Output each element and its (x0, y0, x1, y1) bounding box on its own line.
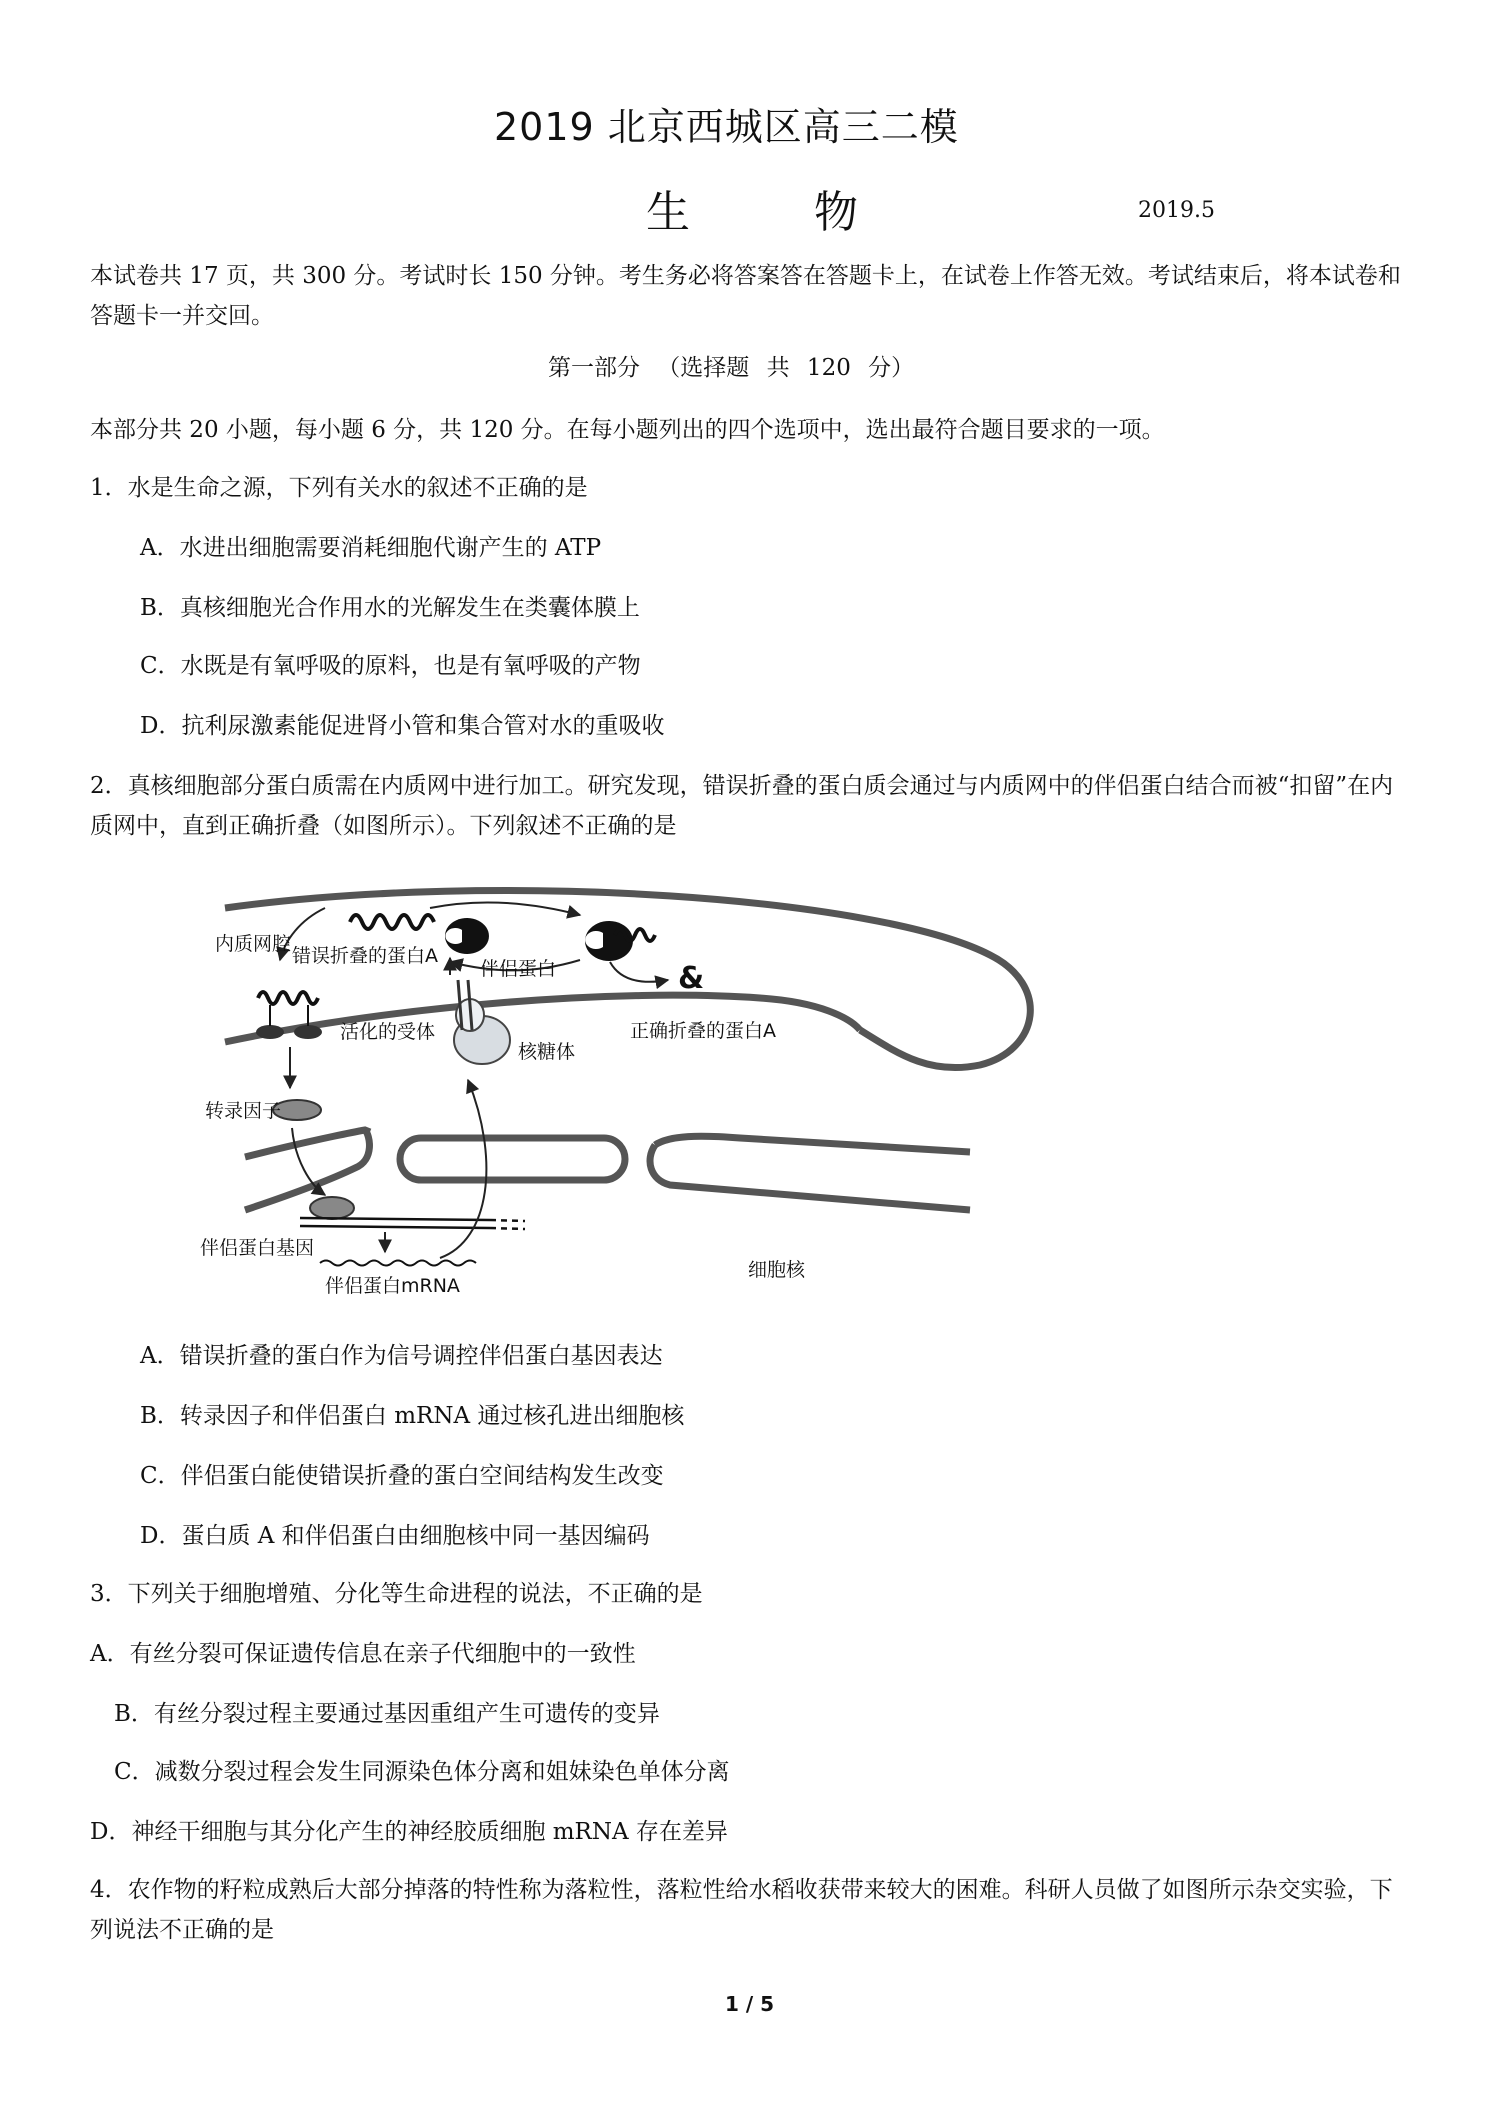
label-ribosome: 核糖体 (518, 1041, 576, 1063)
q3-option-d: D．神经干细胞与其分化产生的神经胶质细胞 mRNA 存在差异 (90, 1819, 728, 1845)
q1-option-c: C．水既是有氧呼吸的原料，也是有氧呼吸的产物 (140, 653, 641, 679)
label-chaperone: 伴侣蛋白 (480, 958, 557, 980)
subject-title: 生 物 (646, 187, 913, 238)
section-intro: 本部分共 20 小题，每小题 6 分，共 120 分。在每小题列出的四个选项中，选出最符合题目要求的一项。 (90, 417, 1165, 443)
label-chaperone-gene: 伴侣蛋白基因 (200, 1237, 315, 1259)
misfolded-protein-icon (350, 915, 434, 929)
arrow-to-correct (610, 962, 668, 982)
q3-option-a: A．有丝分裂可保证遗传信息在亲子代细胞中的一致性 (90, 1641, 636, 1667)
label-er-lumen: 内质网腔 (215, 933, 292, 955)
receptor-misfolded-icon (258, 992, 318, 1004)
activated-receptor-right (294, 1025, 322, 1039)
label-nucleus: 细胞核 (748, 1259, 806, 1281)
correct-protein-icon: & (678, 961, 705, 996)
nuclear-envelope-right-inner (650, 1145, 970, 1210)
nuclear-envelope-segment (400, 1138, 625, 1180)
nuclear-envelope-right (655, 1136, 970, 1152)
q1-option-d: D．抗利尿激素能促进肾小管和集合管对水的重吸收 (140, 713, 665, 739)
tf-on-gene-icon (310, 1197, 354, 1219)
exam-date: 2019.5 (1138, 198, 1215, 223)
q1-stem: 1．水是生命之源，下列有关水的叙述不正确的是 (90, 475, 588, 501)
page-title: 2019 北京西城区高三二模 (494, 105, 959, 149)
label-correct-protein: 正确折叠的蛋白A (630, 1020, 776, 1042)
label-activated-receptor: 活化的受体 (340, 1021, 436, 1043)
q2-option-c: C．伴侣蛋白能使错误折叠的蛋白空间结构发生改变 (140, 1463, 664, 1489)
exam-intro: 本试卷共 17 页，共 300 分。考试时长 150 分钟。考生务必将答案答在答题卡上，在试卷上作答无效。考试结束后，将本试卷和答题卡一并交回。 (90, 263, 1401, 329)
label-transcription-factor: 转录因子 (205, 1100, 282, 1122)
arrow-to-chaperone (430, 902, 580, 915)
q3-option-b: B．有丝分裂过程主要通过基因重组产生可遗传的变异 (114, 1701, 660, 1727)
q1-option-b: B．真核细胞光合作用水的光解发生在类囊体膜上 (140, 595, 640, 621)
page-number: 1 / 5 (725, 1992, 775, 2016)
q3-stem: 3．下列关于细胞增殖、分化等生命进程的说法，不正确的是 (90, 1581, 703, 1607)
section-heading: 第一部分 （选择题 共 120 分） (548, 355, 915, 381)
q4-stem: 4．农作物的籽粒成熟后大部分掉落的特性称为落粒性，落粒性给水稻收获带来较大的困难。科研人员做了如图所示杂交实验，下列说法不正确的是 (90, 1877, 1393, 1943)
q2-option-d: D．蛋白质 A 和伴侣蛋白由细胞核中同一基因编码 (140, 1523, 650, 1549)
er-chaperone-diagram (200, 880, 1100, 1320)
q2-option-a: A．错误折叠的蛋白作为信号调控伴侣蛋白基因表达 (140, 1343, 663, 1369)
activated-receptor-left (256, 1025, 284, 1039)
nuclear-envelope-left (245, 1130, 370, 1157)
arrow-mrna-to-ribosome (440, 1080, 486, 1258)
q1-option-a: A．水进出细胞需要消耗细胞代谢产生的 ATP (140, 535, 602, 561)
q2-option-b: B．转录因子和伴侣蛋白 mRNA 通过核孔进出细胞核 (140, 1403, 685, 1429)
q3-option-c: C．减数分裂过程会发生同源染色体分离和姐妹染色单体分离 (114, 1759, 730, 1785)
label-misfolded-protein: 错误折叠的蛋白A (292, 945, 438, 967)
q2-stem: 2．真核细胞部分蛋白质需在内质网中进行加工。研究发现，错误折叠的蛋白质会通过与内质网中的伴侣蛋白结合而被“扣留”在内质网中，直到正确折叠（如图所示）。下列叙述不正确的是 (90, 773, 1394, 839)
label-chaperone-mrna: 伴侣蛋白mRNA (325, 1275, 460, 1297)
chaperone-mrna-icon (320, 1261, 476, 1266)
